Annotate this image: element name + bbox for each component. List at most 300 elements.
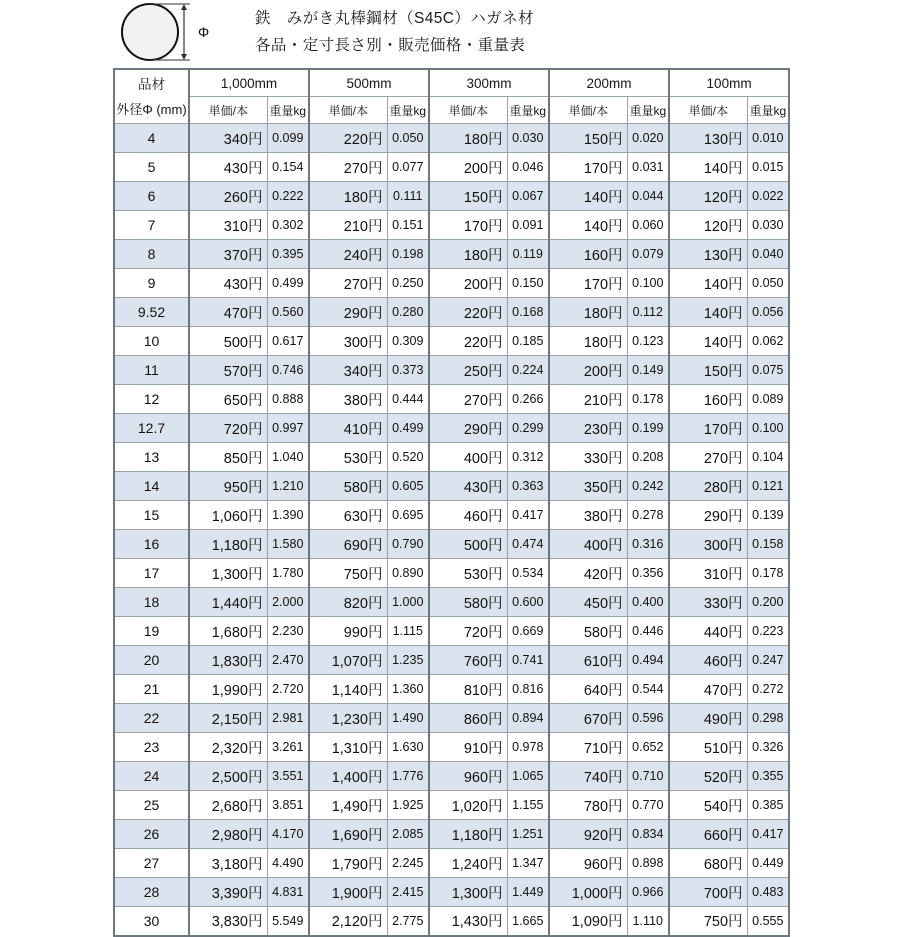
cell-unitprice-100mm: 160円 bbox=[669, 385, 747, 414]
cell-unitprice-200mm: 200円 bbox=[549, 356, 627, 385]
cell-unitprice-1000mm: 720円 bbox=[189, 414, 267, 443]
cell-weight-500mm: 0.250 bbox=[387, 269, 429, 298]
cell-weight-1000mm: 0.997 bbox=[267, 414, 309, 443]
cell-unitprice-200mm: 180円 bbox=[549, 298, 627, 327]
header-unitprice-300mm: 単価/本 bbox=[429, 97, 507, 124]
cell-diameter: 28 bbox=[114, 878, 189, 907]
cell-unitprice-1000mm: 500円 bbox=[189, 327, 267, 356]
cell-unitprice-200mm: 160円 bbox=[549, 240, 627, 269]
cell-weight-300mm: 0.978 bbox=[507, 733, 549, 762]
cell-unitprice-100mm: 680円 bbox=[669, 849, 747, 878]
table-row bbox=[114, 182, 789, 211]
cell-unitprice-500mm: 820円 bbox=[309, 588, 387, 617]
cell-unitprice-500mm: 1,490円 bbox=[309, 791, 387, 820]
cell-unitprice-1000mm: 1,830円 bbox=[189, 646, 267, 675]
cell-unitprice-500mm: 750円 bbox=[309, 559, 387, 588]
cell-unitprice-300mm: 220円 bbox=[429, 298, 507, 327]
cell-weight-1000mm: 2.230 bbox=[267, 617, 309, 646]
cell-weight-100mm: 0.010 bbox=[747, 124, 789, 153]
cell-weight-200mm: 0.060 bbox=[627, 211, 669, 240]
cell-unitprice-500mm: 1,790円 bbox=[309, 849, 387, 878]
header-row-lengths bbox=[114, 69, 789, 97]
table-row bbox=[114, 675, 789, 704]
cell-unitprice-500mm: 690円 bbox=[309, 530, 387, 559]
cell-unitprice-100mm: 120円 bbox=[669, 211, 747, 240]
cell-diameter: 14 bbox=[114, 472, 189, 501]
cell-weight-100mm: 0.298 bbox=[747, 704, 789, 733]
cell-weight-100mm: 0.075 bbox=[747, 356, 789, 385]
cell-unitprice-300mm: 910円 bbox=[429, 733, 507, 762]
cell-unitprice-300mm: 270円 bbox=[429, 385, 507, 414]
cell-weight-200mm: 0.079 bbox=[627, 240, 669, 269]
cell-unitprice-100mm: 330円 bbox=[669, 588, 747, 617]
cell-weight-100mm: 0.104 bbox=[747, 443, 789, 472]
cell-unitprice-1000mm: 430円 bbox=[189, 269, 267, 298]
cell-diameter: 5 bbox=[114, 153, 189, 182]
table-row bbox=[114, 240, 789, 269]
cell-diameter: 17 bbox=[114, 559, 189, 588]
header-diameter-line2: 外径Φ (mm) bbox=[116, 101, 187, 117]
header-diameter bbox=[114, 69, 189, 124]
cell-unitprice-500mm: 340円 bbox=[309, 356, 387, 385]
cell-weight-200mm: 0.596 bbox=[627, 704, 669, 733]
table-row bbox=[114, 762, 789, 791]
cell-unitprice-500mm: 580円 bbox=[309, 472, 387, 501]
cell-unitprice-500mm: 220円 bbox=[309, 124, 387, 153]
cell-unitprice-200mm: 380円 bbox=[549, 501, 627, 530]
cell-weight-100mm: 0.056 bbox=[747, 298, 789, 327]
cell-unitprice-100mm: 140円 bbox=[669, 269, 747, 298]
table-row bbox=[114, 414, 789, 443]
cell-unitprice-200mm: 170円 bbox=[549, 269, 627, 298]
header-weight-100mm: 重量kg bbox=[747, 97, 789, 124]
cell-unitprice-300mm: 530円 bbox=[429, 559, 507, 588]
cell-weight-1000mm: 4.490 bbox=[267, 849, 309, 878]
cell-weight-300mm: 0.299 bbox=[507, 414, 549, 443]
header-diameter-line1: 品材 bbox=[138, 76, 165, 92]
cell-weight-100mm: 0.030 bbox=[747, 211, 789, 240]
title-block bbox=[255, 5, 815, 59]
cell-weight-300mm: 0.119 bbox=[507, 240, 549, 269]
cell-weight-500mm: 1.490 bbox=[387, 704, 429, 733]
cell-weight-200mm: 0.544 bbox=[627, 675, 669, 704]
cell-weight-100mm: 0.062 bbox=[747, 327, 789, 356]
cell-weight-300mm: 1.665 bbox=[507, 907, 549, 936]
cell-unitprice-100mm: 300円 bbox=[669, 530, 747, 559]
cell-unitprice-200mm: 920円 bbox=[549, 820, 627, 849]
cell-diameter: 12 bbox=[114, 385, 189, 414]
cell-weight-1000mm: 3.261 bbox=[267, 733, 309, 762]
cell-weight-1000mm: 0.888 bbox=[267, 385, 309, 414]
cell-weight-200mm: 0.278 bbox=[627, 501, 669, 530]
cell-unitprice-100mm: 140円 bbox=[669, 298, 747, 327]
cell-unitprice-100mm: 660円 bbox=[669, 820, 747, 849]
cell-weight-300mm: 0.030 bbox=[507, 124, 549, 153]
header-unitprice-500mm: 単価/本 bbox=[309, 97, 387, 124]
cell-weight-300mm: 0.185 bbox=[507, 327, 549, 356]
cell-unitprice-500mm: 240円 bbox=[309, 240, 387, 269]
cell-unitprice-100mm: 290円 bbox=[669, 501, 747, 530]
cell-weight-100mm: 0.050 bbox=[747, 269, 789, 298]
diameter-symbol-label: Φ bbox=[198, 24, 210, 40]
cell-weight-500mm: 0.499 bbox=[387, 414, 429, 443]
cell-unitprice-1000mm: 1,680円 bbox=[189, 617, 267, 646]
cell-unitprice-300mm: 430円 bbox=[429, 472, 507, 501]
cell-unitprice-100mm: 310円 bbox=[669, 559, 747, 588]
cell-unitprice-1000mm: 1,440円 bbox=[189, 588, 267, 617]
cell-diameter: 20 bbox=[114, 646, 189, 675]
cell-unitprice-500mm: 270円 bbox=[309, 269, 387, 298]
header-length-100mm: 100mm bbox=[669, 69, 789, 97]
cell-unitprice-200mm: 420円 bbox=[549, 559, 627, 588]
cell-weight-1000mm: 0.302 bbox=[267, 211, 309, 240]
cell-weight-500mm: 1.115 bbox=[387, 617, 429, 646]
cell-unitprice-200mm: 670円 bbox=[549, 704, 627, 733]
cell-unitprice-300mm: 720円 bbox=[429, 617, 507, 646]
cell-weight-100mm: 0.355 bbox=[747, 762, 789, 791]
table-row bbox=[114, 530, 789, 559]
cell-weight-200mm: 0.020 bbox=[627, 124, 669, 153]
cell-weight-200mm: 0.044 bbox=[627, 182, 669, 211]
header-unitprice-1000mm: 単価/本 bbox=[189, 97, 267, 124]
cell-weight-100mm: 0.247 bbox=[747, 646, 789, 675]
cell-weight-300mm: 0.224 bbox=[507, 356, 549, 385]
cell-weight-500mm: 0.151 bbox=[387, 211, 429, 240]
cell-unitprice-500mm: 1,690円 bbox=[309, 820, 387, 849]
cell-unitprice-1000mm: 1,990円 bbox=[189, 675, 267, 704]
table-body bbox=[114, 124, 789, 936]
cell-weight-1000mm: 1.040 bbox=[267, 443, 309, 472]
table-row bbox=[114, 559, 789, 588]
header-unitprice-200mm: 単価/本 bbox=[549, 97, 627, 124]
cell-weight-1000mm: 3.851 bbox=[267, 791, 309, 820]
cell-unitprice-500mm: 180円 bbox=[309, 182, 387, 211]
table-row bbox=[114, 820, 789, 849]
cell-weight-200mm: 0.834 bbox=[627, 820, 669, 849]
cell-unitprice-300mm: 760円 bbox=[429, 646, 507, 675]
cell-unitprice-300mm: 1,240円 bbox=[429, 849, 507, 878]
cell-weight-500mm: 0.309 bbox=[387, 327, 429, 356]
cell-unitprice-500mm: 290円 bbox=[309, 298, 387, 327]
cell-weight-300mm: 0.741 bbox=[507, 646, 549, 675]
cell-unitprice-100mm: 510円 bbox=[669, 733, 747, 762]
cell-unitprice-300mm: 150円 bbox=[429, 182, 507, 211]
cell-weight-500mm: 2.775 bbox=[387, 907, 429, 936]
cell-weight-300mm: 0.067 bbox=[507, 182, 549, 211]
cell-unitprice-1000mm: 2,320円 bbox=[189, 733, 267, 762]
header-weight-300mm: 重量kg bbox=[507, 97, 549, 124]
cell-weight-300mm: 1.347 bbox=[507, 849, 549, 878]
cell-weight-1000mm: 2.720 bbox=[267, 675, 309, 704]
cell-weight-200mm: 1.110 bbox=[627, 907, 669, 936]
cell-weight-1000mm: 2.470 bbox=[267, 646, 309, 675]
cell-unitprice-500mm: 1,900円 bbox=[309, 878, 387, 907]
cell-weight-300mm: 1.449 bbox=[507, 878, 549, 907]
cell-unitprice-100mm: 130円 bbox=[669, 240, 747, 269]
cell-unitprice-1000mm: 260円 bbox=[189, 182, 267, 211]
header-length-200mm: 200mm bbox=[549, 69, 669, 97]
cell-weight-500mm: 0.605 bbox=[387, 472, 429, 501]
cell-unitprice-200mm: 710円 bbox=[549, 733, 627, 762]
cell-weight-300mm: 0.168 bbox=[507, 298, 549, 327]
cell-diameter: 4 bbox=[114, 124, 189, 153]
cell-unitprice-1000mm: 1,180円 bbox=[189, 530, 267, 559]
cell-unitprice-100mm: 520円 bbox=[669, 762, 747, 791]
cell-weight-1000mm: 1.390 bbox=[267, 501, 309, 530]
cell-weight-100mm: 0.417 bbox=[747, 820, 789, 849]
cell-weight-1000mm: 2.000 bbox=[267, 588, 309, 617]
cell-unitprice-300mm: 1,020円 bbox=[429, 791, 507, 820]
cell-weight-500mm: 0.111 bbox=[387, 182, 429, 211]
cell-unitprice-300mm: 290円 bbox=[429, 414, 507, 443]
cell-diameter: 7 bbox=[114, 211, 189, 240]
header-length-500mm: 500mm bbox=[309, 69, 429, 97]
price-table-container bbox=[113, 68, 788, 937]
cell-weight-300mm: 0.150 bbox=[507, 269, 549, 298]
cell-unitprice-200mm: 740円 bbox=[549, 762, 627, 791]
table-row bbox=[114, 327, 789, 356]
cell-weight-100mm: 0.200 bbox=[747, 588, 789, 617]
cell-unitprice-300mm: 960円 bbox=[429, 762, 507, 791]
cell-weight-100mm: 0.089 bbox=[747, 385, 789, 414]
cell-weight-500mm: 0.280 bbox=[387, 298, 429, 327]
cell-weight-1000mm: 4.831 bbox=[267, 878, 309, 907]
cell-unitprice-200mm: 140円 bbox=[549, 211, 627, 240]
cell-diameter: 8 bbox=[114, 240, 189, 269]
cell-unitprice-200mm: 1,090円 bbox=[549, 907, 627, 936]
cell-weight-300mm: 0.363 bbox=[507, 472, 549, 501]
cell-unitprice-1000mm: 340円 bbox=[189, 124, 267, 153]
cell-weight-200mm: 0.898 bbox=[627, 849, 669, 878]
cell-unitprice-200mm: 330円 bbox=[549, 443, 627, 472]
cell-weight-500mm: 0.373 bbox=[387, 356, 429, 385]
table-row bbox=[114, 153, 789, 182]
cell-unitprice-500mm: 990円 bbox=[309, 617, 387, 646]
header-weight-200mm: 重量kg bbox=[627, 97, 669, 124]
cell-unitprice-500mm: 1,140円 bbox=[309, 675, 387, 704]
cell-weight-1000mm: 0.154 bbox=[267, 153, 309, 182]
cell-unitprice-200mm: 140円 bbox=[549, 182, 627, 211]
cell-weight-200mm: 0.316 bbox=[627, 530, 669, 559]
cell-unitprice-100mm: 470円 bbox=[669, 675, 747, 704]
cell-unitprice-100mm: 150円 bbox=[669, 356, 747, 385]
cell-diameter: 6 bbox=[114, 182, 189, 211]
title-line-2: 各品・定寸長さ別・販売価格・重量表 bbox=[255, 37, 526, 54]
cell-unitprice-1000mm: 3,180円 bbox=[189, 849, 267, 878]
cell-unitprice-1000mm: 950円 bbox=[189, 472, 267, 501]
cell-weight-200mm: 0.208 bbox=[627, 443, 669, 472]
cell-diameter: 27 bbox=[114, 849, 189, 878]
cell-unitprice-1000mm: 370円 bbox=[189, 240, 267, 269]
header-length-300mm: 300mm bbox=[429, 69, 549, 97]
cell-weight-1000mm: 0.560 bbox=[267, 298, 309, 327]
cell-weight-500mm: 2.085 bbox=[387, 820, 429, 849]
cell-diameter: 26 bbox=[114, 820, 189, 849]
cell-unitprice-300mm: 180円 bbox=[429, 240, 507, 269]
header-unitprice-100mm: 単価/本 bbox=[669, 97, 747, 124]
cell-unitprice-100mm: 130円 bbox=[669, 124, 747, 153]
cell-unitprice-100mm: 170円 bbox=[669, 414, 747, 443]
cell-weight-300mm: 1.251 bbox=[507, 820, 549, 849]
cell-weight-200mm: 0.770 bbox=[627, 791, 669, 820]
cell-weight-200mm: 0.400 bbox=[627, 588, 669, 617]
cell-unitprice-200mm: 350円 bbox=[549, 472, 627, 501]
cell-unitprice-100mm: 700円 bbox=[669, 878, 747, 907]
cell-weight-300mm: 0.816 bbox=[507, 675, 549, 704]
cell-weight-500mm: 0.077 bbox=[387, 153, 429, 182]
cell-weight-300mm: 0.669 bbox=[507, 617, 549, 646]
cell-weight-300mm: 0.266 bbox=[507, 385, 549, 414]
cell-unitprice-1000mm: 3,830円 bbox=[189, 907, 267, 936]
cell-diameter: 15 bbox=[114, 501, 189, 530]
cell-unitprice-100mm: 140円 bbox=[669, 153, 747, 182]
cell-unitprice-100mm: 490円 bbox=[669, 704, 747, 733]
header-row-measures bbox=[114, 97, 789, 124]
cell-diameter: 10 bbox=[114, 327, 189, 356]
table-row bbox=[114, 704, 789, 733]
table-row bbox=[114, 849, 789, 878]
cell-weight-100mm: 0.015 bbox=[747, 153, 789, 182]
cell-unitprice-200mm: 230円 bbox=[549, 414, 627, 443]
cell-weight-200mm: 0.652 bbox=[627, 733, 669, 762]
arrow-head-down-icon bbox=[181, 54, 187, 60]
table-row bbox=[114, 211, 789, 240]
cell-weight-1000mm: 5.549 bbox=[267, 907, 309, 936]
cell-weight-500mm: 0.050 bbox=[387, 124, 429, 153]
cell-unitprice-100mm: 270円 bbox=[669, 443, 747, 472]
table-row bbox=[114, 472, 789, 501]
cell-unitprice-500mm: 300円 bbox=[309, 327, 387, 356]
cell-weight-300mm: 0.046 bbox=[507, 153, 549, 182]
cell-weight-500mm: 0.520 bbox=[387, 443, 429, 472]
cell-weight-200mm: 0.123 bbox=[627, 327, 669, 356]
table-header bbox=[114, 69, 789, 124]
cell-weight-500mm: 1.925 bbox=[387, 791, 429, 820]
cell-weight-100mm: 0.100 bbox=[747, 414, 789, 443]
table-row bbox=[114, 298, 789, 327]
cell-unitprice-500mm: 380円 bbox=[309, 385, 387, 414]
cell-unitprice-200mm: 580円 bbox=[549, 617, 627, 646]
cell-diameter: 9.52 bbox=[114, 298, 189, 327]
cell-weight-500mm: 0.790 bbox=[387, 530, 429, 559]
header-weight-500mm: 重量kg bbox=[387, 97, 429, 124]
title-line-1: 鉄 みがき丸棒鋼材（S45C）ハガネ材 bbox=[255, 10, 534, 27]
cell-unitprice-100mm: 460円 bbox=[669, 646, 747, 675]
cell-weight-100mm: 0.385 bbox=[747, 791, 789, 820]
cell-unitprice-300mm: 200円 bbox=[429, 269, 507, 298]
cell-weight-300mm: 1.155 bbox=[507, 791, 549, 820]
cell-unitprice-500mm: 1,400円 bbox=[309, 762, 387, 791]
cell-unitprice-1000mm: 2,680円 bbox=[189, 791, 267, 820]
cell-weight-500mm: 0.695 bbox=[387, 501, 429, 530]
table-row bbox=[114, 385, 789, 414]
cell-unitprice-1000mm: 570円 bbox=[189, 356, 267, 385]
cell-weight-100mm: 0.040 bbox=[747, 240, 789, 269]
cell-unitprice-200mm: 150円 bbox=[549, 124, 627, 153]
cell-weight-300mm: 0.894 bbox=[507, 704, 549, 733]
cell-diameter: 23 bbox=[114, 733, 189, 762]
cell-weight-100mm: 0.555 bbox=[747, 907, 789, 936]
cell-weight-1000mm: 4.170 bbox=[267, 820, 309, 849]
cell-diameter: 24 bbox=[114, 762, 189, 791]
cell-diameter: 13 bbox=[114, 443, 189, 472]
cell-weight-1000mm: 2.981 bbox=[267, 704, 309, 733]
bar-circle-icon bbox=[122, 4, 178, 60]
cell-weight-200mm: 0.199 bbox=[627, 414, 669, 443]
cell-unitprice-100mm: 140円 bbox=[669, 327, 747, 356]
cell-unitprice-1000mm: 2,150円 bbox=[189, 704, 267, 733]
table-row bbox=[114, 646, 789, 675]
cell-diameter: 9 bbox=[114, 269, 189, 298]
cell-unitprice-500mm: 410円 bbox=[309, 414, 387, 443]
cell-unitprice-500mm: 1,230円 bbox=[309, 704, 387, 733]
cell-weight-1000mm: 1.210 bbox=[267, 472, 309, 501]
cell-diameter: 21 bbox=[114, 675, 189, 704]
cell-unitprice-500mm: 2,120円 bbox=[309, 907, 387, 936]
cell-diameter: 12.7 bbox=[114, 414, 189, 443]
header-length-1000mm: 1,000mm bbox=[189, 69, 309, 97]
table-row bbox=[114, 791, 789, 820]
cell-weight-300mm: 0.474 bbox=[507, 530, 549, 559]
price-weight-table bbox=[113, 68, 790, 937]
cell-unitprice-500mm: 630円 bbox=[309, 501, 387, 530]
cell-weight-500mm: 0.890 bbox=[387, 559, 429, 588]
cell-unitprice-1000mm: 1,300円 bbox=[189, 559, 267, 588]
cell-unitprice-1000mm: 430円 bbox=[189, 153, 267, 182]
cell-weight-1000mm: 1.580 bbox=[267, 530, 309, 559]
round-bar-cross-section-diagram bbox=[110, 1, 230, 67]
cell-weight-300mm: 0.417 bbox=[507, 501, 549, 530]
cell-weight-200mm: 0.966 bbox=[627, 878, 669, 907]
cell-unitprice-300mm: 170円 bbox=[429, 211, 507, 240]
cell-unitprice-200mm: 960円 bbox=[549, 849, 627, 878]
cell-weight-1000mm: 0.746 bbox=[267, 356, 309, 385]
cell-weight-200mm: 0.149 bbox=[627, 356, 669, 385]
cell-diameter: 19 bbox=[114, 617, 189, 646]
cell-weight-300mm: 1.065 bbox=[507, 762, 549, 791]
cell-weight-300mm: 0.534 bbox=[507, 559, 549, 588]
cell-weight-500mm: 0.198 bbox=[387, 240, 429, 269]
cell-weight-100mm: 0.139 bbox=[747, 501, 789, 530]
table-row bbox=[114, 124, 789, 153]
table-row bbox=[114, 733, 789, 762]
cell-weight-1000mm: 0.099 bbox=[267, 124, 309, 153]
cell-weight-500mm: 1.776 bbox=[387, 762, 429, 791]
table-row bbox=[114, 878, 789, 907]
document-header bbox=[0, 0, 900, 68]
cell-weight-1000mm: 1.780 bbox=[267, 559, 309, 588]
cell-unitprice-1000mm: 2,980円 bbox=[189, 820, 267, 849]
cell-weight-100mm: 0.483 bbox=[747, 878, 789, 907]
cell-weight-500mm: 1.000 bbox=[387, 588, 429, 617]
cell-unitprice-100mm: 540円 bbox=[669, 791, 747, 820]
cell-weight-200mm: 0.242 bbox=[627, 472, 669, 501]
table-row bbox=[114, 269, 789, 298]
cell-unitprice-500mm: 270円 bbox=[309, 153, 387, 182]
table-row bbox=[114, 588, 789, 617]
cell-weight-1000mm: 3.551 bbox=[267, 762, 309, 791]
cell-unitprice-300mm: 460円 bbox=[429, 501, 507, 530]
table-row bbox=[114, 907, 789, 936]
cell-weight-100mm: 0.449 bbox=[747, 849, 789, 878]
cell-weight-500mm: 1.630 bbox=[387, 733, 429, 762]
cell-diameter: 30 bbox=[114, 907, 189, 936]
cell-unitprice-300mm: 1,430円 bbox=[429, 907, 507, 936]
cell-diameter: 22 bbox=[114, 704, 189, 733]
cell-unitprice-1000mm: 3,390円 bbox=[189, 878, 267, 907]
cell-unitprice-200mm: 610円 bbox=[549, 646, 627, 675]
cell-unitprice-100mm: 440円 bbox=[669, 617, 747, 646]
